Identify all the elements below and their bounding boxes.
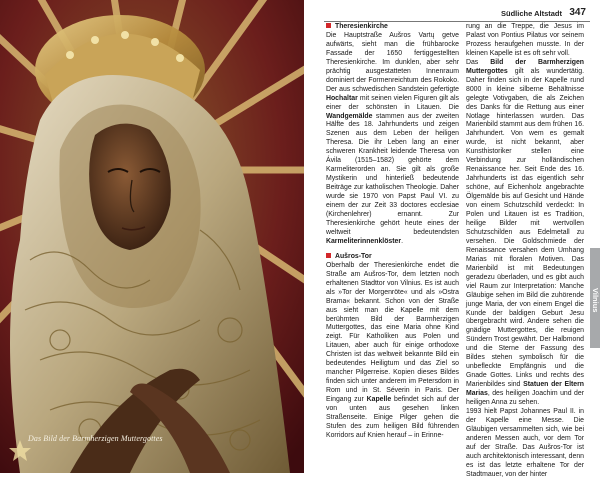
text-run: rung an die Treppe, die Jesus im Palast von Pontius Pilatus vor seinem Prozess heraufgehen musste. In der kleinen Kapelle ist es oft sehr voll.: [466, 23, 584, 57]
text-column-1: [326, 23, 459, 441]
heading-text: Aušros-Tor: [335, 252, 372, 260]
text-run: , des heiligen Joachim und der heiligen Anna zu sehen.: [466, 390, 584, 407]
madonna-photo: [0, 0, 304, 473]
heading-text: Theresienkirche: [335, 23, 388, 30]
text-run: gilt als wundertätig. Daher finden sich in der Kapelle rund 8000 in kleine silberne Behältnisse gelegte Votivgaben, die als Zeichen des Danks für die Rettung aus einer Notlage hinterlassen wurden. Das Marienbild stammt aus dem frühen 16. Jahrhundert. Von wem es gemalt wurde, ist nicht bekannt, aber Kunsthistoriker stellen eine Verbindung zur holländischen Renaissance her. Seit Ende des 16. Jahrhunderts ist das eigentlich sehr schöne, auf Eichenholz angebrachte Ölgemälde bis auf Gesicht und Hände von einem Schutzschild verdeckt: In Polen und Litauen ist es Tradition, heilige Bilder mit wertvollen Schutzschilden aus Edelmetall zu versehen. Die Goldschmiede der Renaissance versahen dem Umhang Marias mit floralen Motiven. Das Marienbild ist mit Bedeutungen geradezu überladen, und es gibt auch viel Raum zur Interpretation: Manche Gläubige sehen im Bild die zuhörende junge Maria, der von einem Engel die Kunde der baldigen Geburt Jesu übergebracht wird. Andere sehen die gnädige Muttergottes, die reuigen Sündern Trost gewährt. Der Halbmond und die Sterne der Fassung des Bildes stehen symbolisch für die unbefleckte Empfängnis und die Gnade Gottes. Links und rechts des Marienbildes sind: [466, 67, 585, 389]
heading-ausros-tor: [326, 253, 459, 262]
heading-theresienkirche: [326, 23, 459, 32]
paragraph-theresienkirche: Die Hauptstraße Aušros Vartų getve aufwärts, sieht man die frühbarocke Fassade der 1650 fertiggestellten Theresienkirche. Im dunklen, aber sehr prächtig ausgestatteten Innenraum dominiert der Formenreichtum des Rokoko. Der aus schwedischen Sandstein gefertigte Hochaltar mit seinen vielen Figuren gilt als einer der schönsten in Litauen. Die Wandgemälde stammen aus der zweiten Hälfte des 18. Jahrhunderts und zeigen Szenen aus dem Leben der heiligen Theresa. Die ihr Leben lang an einer schweren Krankheit leidende Theresa von Ávila (1515–1582) gehörte dem Karmeliterorden an. Sie gilt als große Mystikerin und hinterließ bedeutende Beiträge zur katholischen Theologie. Daher wurde sie 1970 von Papst Paul VI. zu einem der zur Zeit 33 doctores ecclesiae (Kirchenlehrer) ernannt. Zur Theresienkirche gehört heute eines der weltweit bedeutendsten Karmeliterinnenklöster.: [326, 31, 460, 245]
bold-term: Statuen der Eltern Marias: [466, 381, 585, 398]
bold-term: Hochaltar: [326, 94, 358, 102]
bold-term: Bild der Barmherzigen Muttergottes: [466, 58, 584, 75]
text-run: 1993 hielt Papst Johannes Paul II. in der Kapelle eine Messe. Die Gläubigen versammelten sich, wie bei anderen Messen auch, vor dem Tor auf der Straße. Das Aušros-Tor ist auch architektonisch interessant, denn es ist das letzte erhaltene Tor der Stadtmauer, von der hinter: [466, 407, 584, 478]
chapter-side-tab: [590, 248, 600, 348]
bold-term: Wandgemälde: [326, 112, 373, 120]
header-rule: [324, 21, 590, 22]
madonna-illustration: [0, 0, 304, 473]
red-square-icon: [326, 23, 331, 28]
paragraph-continuation: [466, 23, 584, 59]
running-header: [304, 0, 600, 22]
text-run: Die Hauptstraße Aušros Vartų getve aufwärts, sieht man die frühbarocke Fassade der 1650 fertiggestellten Theresienkirche. Im dunklen, aber sehr prächtig ausgestatteten Innenraum dominiert der Formenreichtum des Rokoko. Der aus schwedischen Sandstein gefertigte: [326, 31, 459, 93]
bold-term: Karmeliterinnenklöster: [326, 237, 402, 245]
text-run: befindet sich auf der von unten aus gesehen linken Straßenseite. Einige Pilger gehen die Stufen des zum heiligen Bild führenden Korridors auf Knien herauf – in Erinne-: [326, 396, 460, 439]
text-run: mit seinen vielen Figuren gilt als einer der schönsten in Litauen. Die: [326, 94, 459, 111]
paragraph-ausros-tor: [326, 262, 459, 441]
text-run: Oberhalb der Theresienkirche endet die Straße am Aušros-Tor, dem letzten noch erhaltenen Stadttor von Vilnius. Es ist auch als »Tor der Morgenröte« und als »Ostra Brama« bekannt. Schon von der Straße aus sieht man die Kapelle mit dem berühmten Bild der Barmherzigen Muttergottes, das eine Maria ohne Kind zeigt. Für Katholiken aus Polen und Litauen, aber auch für einige orthodoxe Christen ist das weltweit bekannte Bild ein bedeutendes Heiligtum und das Ziel so mancher Pilgerreise. Kopien dieses Bildes finden sich unter anderem im Petersdom in Rom und in St. Séverin in Paris. Der Eingang zur: [326, 261, 459, 404]
text-column-2: [466, 23, 584, 480]
bold-term: Kapelle: [366, 396, 392, 404]
text-run: Das: [466, 58, 479, 66]
side-tab-label: Vilnius: [591, 288, 600, 313]
text-run: stammen aus der zweiten Hälfte des 18. Jahrhunderts und zeigen Szenen aus dem Leben der heiligen Theresa. Die ihr Leben lang an einer schweren Krankheit leidende Theresa von Ávila (1515–1582) gehörte dem Karmeliterorden an. Sie gilt als große Mystikerin und hinterließ bedeutende Beiträge zur katholischen Theologie. Daher wurde sie 1970 von Papst Paul VI. zu einem der zur Zeit 33 doctores ecclesiae (Kirchenlehrer) ernannt. Zur Theresienkirche gehört heute eines der weltweit bedeutendsten: [326, 112, 460, 236]
paragraph-marienbild: [466, 59, 584, 408]
red-square-icon: [326, 253, 331, 258]
photo-caption: Das Bild der Barmherzigen Muttergottes: [28, 434, 163, 443]
text-page: [304, 0, 600, 478]
page-number: 347: [569, 6, 586, 18]
header-section-title: Südliche Altstadt: [501, 9, 562, 18]
paragraph-papst: [466, 408, 584, 480]
